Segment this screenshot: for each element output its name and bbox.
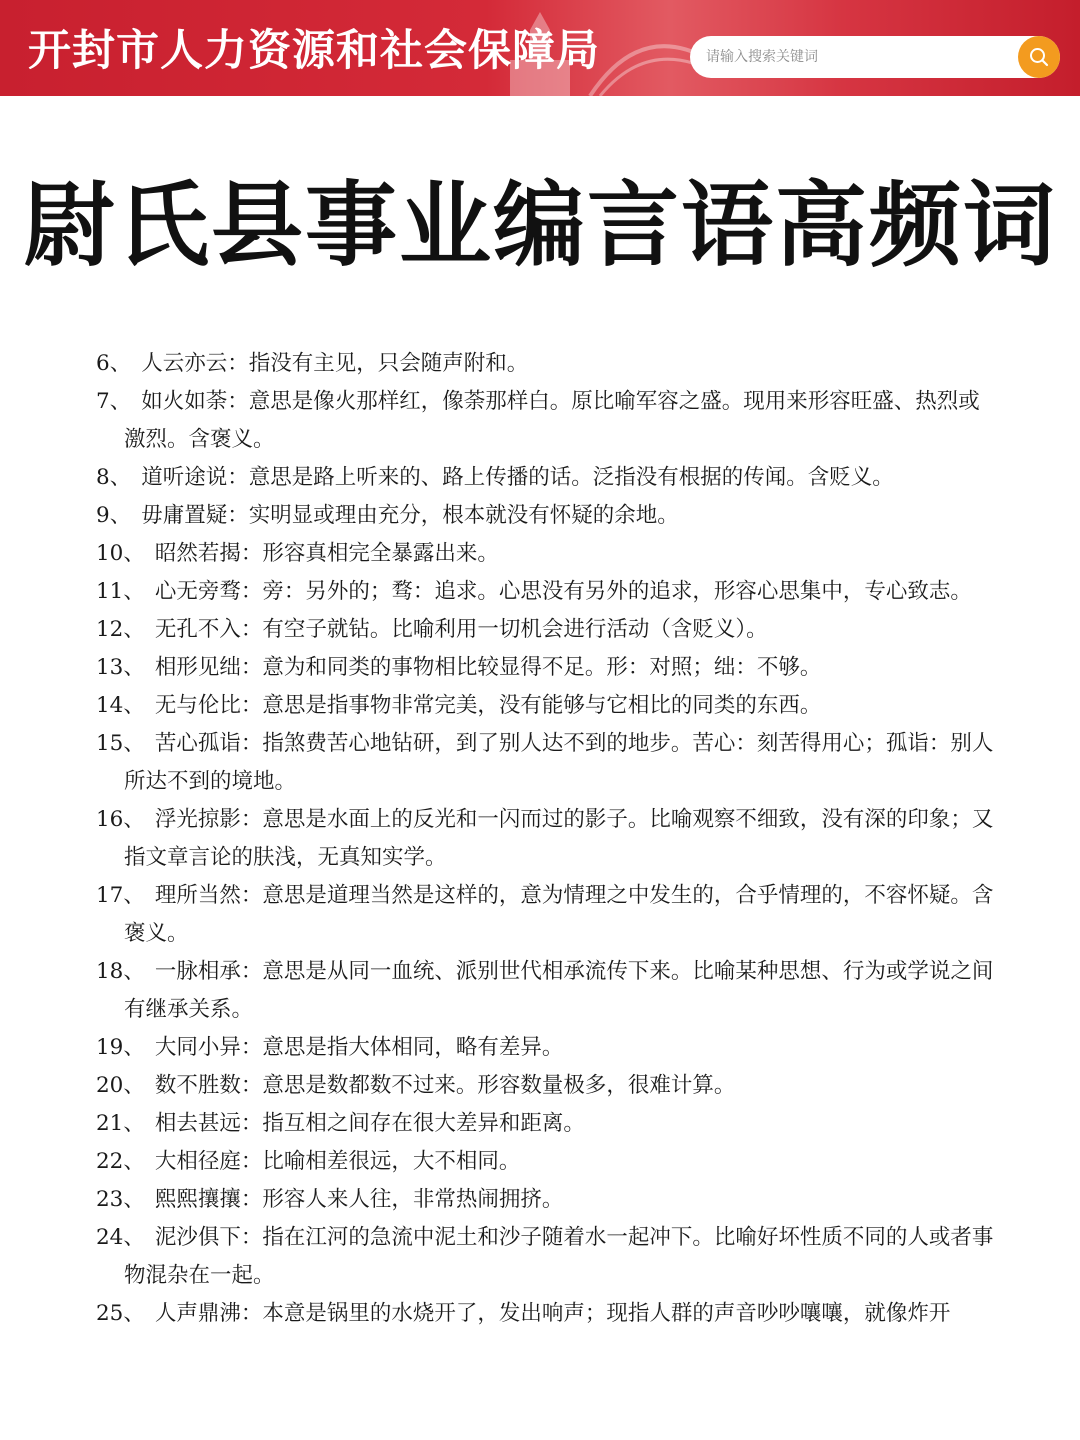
entry-number: 22 <box>96 1149 124 1174</box>
entry-number: 23 <box>96 1187 124 1212</box>
entry-number: 9 <box>96 503 110 528</box>
entry-term: 无与伦比 <box>154 693 241 718</box>
entry-term: 道听途说 <box>141 465 228 490</box>
entry-number: 10 <box>96 541 124 566</box>
entry-number: 20 <box>96 1073 124 1098</box>
list-item: 15、 苦心孤诣：指煞费苦心地钻研，到了别人达不到的地步。苦心：刻苦得用心；孤诣：别人所达不到的境地。 <box>96 731 994 794</box>
list-item: 9、 毋庸置疑：实明显或理由充分，根本就没有怀疑的余地。 <box>96 503 679 528</box>
list-item: 23、 熙熙攘攘：形容人来人往，非常热闹拥挤。 <box>96 1187 564 1212</box>
entry-definition: 指在江河的急流中泥土和沙子随着水一起冲下。比喻好坏性质不同的人或者事物混杂在一起。 <box>124 1225 994 1288</box>
list-item: 19、 大同小异：意思是指大体相同，略有差异。 <box>96 1035 564 1060</box>
entry-term: 毋庸置疑 <box>141 503 228 528</box>
entry-number: 13 <box>96 655 124 680</box>
entry-term: 人声鼎沸 <box>154 1301 241 1326</box>
list-item: 25、 人声鼎沸：本意是锅里的水烧开了，发出响声；现指人群的声音吵吵嚷嚷，就像炸开 <box>96 1301 951 1326</box>
entry-number: 7 <box>96 389 110 414</box>
list-item: 24、 泥沙俱下：指在江河的急流中泥土和沙子随着水一起冲下。比喻好坏性质不同的人或者事物混杂在一起。 <box>96 1225 994 1288</box>
entry-definition: 意思是指大体相同，略有差异。 <box>262 1035 564 1060</box>
entry-term: 昭然若揭 <box>154 541 241 566</box>
entry-definition: 指煞费苦心地钻研，到了别人达不到的地步。苦心：刻苦得用心；孤诣：别人所达不到的境地。 <box>124 731 994 794</box>
entry-term: 浮光掠影 <box>154 807 241 832</box>
entry-term: 心无旁骛 <box>154 579 241 604</box>
list-item: 10、 昭然若揭：形容真相完全暴露出来。 <box>96 541 499 566</box>
list-item: 7、 如火如荼：意思是像火那样红，像荼那样白。原比喻军容之盛。现用来形容旺盛、热烈或激烈。含褒义。 <box>96 389 980 452</box>
list-item: 12、 无孔不入：有空子就钻。比喻利用一切机会进行活动（含贬义）。 <box>96 617 768 642</box>
entry-definition: 意思是从同一血统、派别世代相承流传下来。比喻某种思想、行为或学说之间有继承关系。 <box>124 959 994 1022</box>
entry-definition: 指互相之间存在很大差异和距离。 <box>262 1111 585 1136</box>
entry-definition: 旁：另外的；骛：追求。心思没有另外的追求，形容心思集中，专心致志。 <box>262 579 972 604</box>
entry-number: 6 <box>96 351 110 376</box>
entry-term: 苦心孤诣 <box>154 731 241 756</box>
list-item: 13、 相形见绌：意为和同类的事物相比较显得不足。形：对照；绌：不够。 <box>96 655 822 680</box>
entry-definition: 形容人来人往，非常热闹拥挤。 <box>262 1187 564 1212</box>
entry-term: 无孔不入 <box>154 617 241 642</box>
entry-definition: 意为和同类的事物相比较显得不足。形：对照；绌：不够。 <box>262 655 822 680</box>
search-input[interactable] <box>706 36 1006 78</box>
entry-term: 大同小异 <box>154 1035 241 1060</box>
entry-definition: 意思是道理当然是这样的，意为情理之中发生的，合乎情理的，不容怀疑。含褒义。 <box>124 883 994 946</box>
list-item: 11、 心无旁骛：旁：另外的；骛：追求。心思没有另外的追求，形容心思集中，专心致志。 <box>96 579 972 604</box>
list-item: 16、 浮光掠影：意思是水面上的反光和一闪而过的影子。比喻观察不细致，没有深的印象；又指文章言论的肤浅，无真知实学。 <box>96 807 994 870</box>
entry-term: 熙熙攘攘 <box>154 1187 241 1212</box>
list-item: 6、 人云亦云：指没有主见，只会随声附和。 <box>96 351 529 376</box>
entry-number: 17 <box>96 883 124 908</box>
entry-number: 21 <box>96 1111 124 1136</box>
search-button[interactable] <box>1018 36 1060 78</box>
entry-definition: 意思是路上听来的、路上传播的话。泛指没有根据的传闻。含贬义。 <box>248 465 894 490</box>
list-item: 20、 数不胜数：意思是数都数不过来。形容数量极多，很难计算。 <box>96 1073 736 1098</box>
entry-term: 相形见绌 <box>154 655 241 680</box>
entry-term: 一脉相承 <box>154 959 241 984</box>
entry-definition: 有空子就钻。比喻利用一切机会进行活动（含贬义）。 <box>262 617 768 642</box>
entry-number: 14 <box>96 693 124 718</box>
list-item: 22、 大相径庭：比喻相差很远，大不相同。 <box>96 1149 521 1174</box>
page-title: 尉氏县事业编言语高频词 <box>22 171 1057 279</box>
entry-number: 11 <box>96 579 124 604</box>
list-item: 21、 相去甚远：指互相之间存在很大差异和距离。 <box>96 1111 585 1136</box>
entry-number: 12 <box>96 617 124 642</box>
entry-definition: 本意是锅里的水烧开了，发出响声；现指人群的声音吵吵嚷嚷，就像炸开 <box>262 1301 951 1326</box>
entry-term: 人云亦云 <box>141 351 228 376</box>
entry-number: 25 <box>96 1301 124 1326</box>
entry-definition: 形容真相完全暴露出来。 <box>262 541 499 566</box>
entry-definition: 意思是水面上的反光和一闪而过的影子。比喻观察不细致，没有深的印象；又指文章言论的肤浅，无真知实学。 <box>124 807 994 870</box>
entry-term: 数不胜数 <box>154 1073 241 1098</box>
list-item: 17、 理所当然：意思是道理当然是这样的，意为情理之中发生的，合乎情理的，不容怀疑。含褒义。 <box>96 883 994 946</box>
list-item: 14、 无与伦比：意思是指事物非常完美，没有能够与它相比的同类的东西。 <box>96 693 822 718</box>
entry-number: 15 <box>96 731 124 756</box>
vocabulary-list <box>96 345 996 1333</box>
entry-term: 泥沙俱下 <box>154 1225 241 1250</box>
entry-number: 16 <box>96 807 124 832</box>
entry-definition: 实明显或理由充分，根本就没有怀疑的余地。 <box>248 503 679 528</box>
list-item: 8、 道听途说：意思是路上听来的、路上传播的话。泛指没有根据的传闻。含贬义。 <box>96 465 894 490</box>
entry-definition: 指没有主见，只会随声附和。 <box>248 351 529 376</box>
entry-definition: 意思是数都数不过来。形容数量极多，很难计算。 <box>262 1073 736 1098</box>
list-item: 18、 一脉相承：意思是从同一血统、派别世代相承流传下来。比喻某种思想、行为或学说之间有继承关系。 <box>96 959 994 1022</box>
entry-term: 大相径庭 <box>154 1149 241 1174</box>
entry-definition: 意思是指事物非常完美，没有能够与它相比的同类的东西。 <box>262 693 822 718</box>
search-bar <box>690 36 1060 78</box>
site-title[interactable]: 开封市人力资源和社会保障局 <box>28 26 600 76</box>
entry-number: 19 <box>96 1035 124 1060</box>
entry-term: 如火如荼 <box>141 389 228 414</box>
search-icon <box>1028 46 1050 68</box>
header-banner <box>0 0 1080 96</box>
entry-number: 8 <box>96 465 110 490</box>
entry-definition: 意思是像火那样红，像荼那样白。原比喻军容之盛。现用来形容旺盛、热烈或激烈。含褒义。 <box>124 389 980 452</box>
entry-definition: 比喻相差很远，大不相同。 <box>262 1149 521 1174</box>
entry-number: 18 <box>96 959 124 984</box>
entry-number: 24 <box>96 1225 124 1250</box>
entry-term: 相去甚远 <box>154 1111 241 1136</box>
entry-term: 理所当然 <box>154 883 241 908</box>
